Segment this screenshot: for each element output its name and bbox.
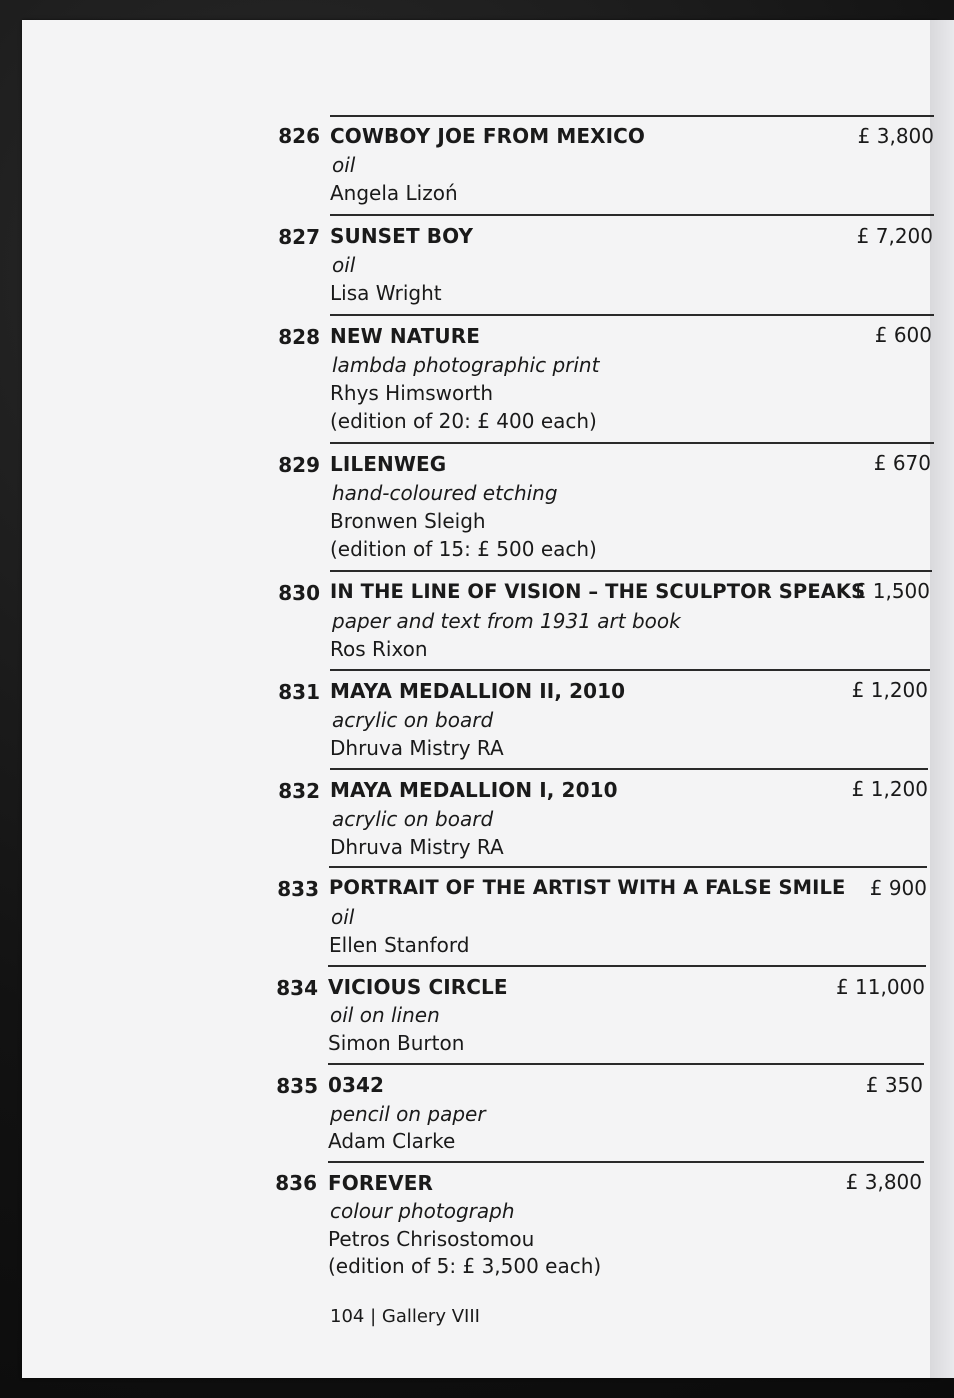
lot-number: 834 — [276, 976, 318, 1000]
edition-info: (edition of 20: £ 400 each) — [330, 409, 597, 433]
lot-number: 833 — [277, 877, 319, 901]
artwork-price: £ 1,500 — [853, 579, 930, 603]
artist-name: Dhruva Mistry RA — [330, 835, 504, 859]
artwork-price: £ 1,200 — [851, 678, 928, 702]
artwork-medium: oil — [331, 905, 355, 929]
lot-number: 831 — [278, 680, 320, 704]
lot-number: 830 — [278, 581, 320, 605]
edition-info: (edition of 5: £ 3,500 each) — [328, 1254, 602, 1278]
artist-name: Dhruva Mistry RA — [330, 736, 504, 760]
artwork-price: £ 3,800 — [857, 124, 934, 148]
entry-divider — [330, 214, 934, 216]
artist-name: Ellen Stanford — [329, 933, 470, 957]
lot-number: 832 — [278, 779, 320, 803]
artist-name: Adam Clarke — [328, 1129, 456, 1153]
artwork-medium: acrylic on board — [332, 807, 494, 831]
artwork-title: PORTRAIT OF THE ARTIST WITH A FALSE SMILE — [329, 876, 846, 899]
entry-divider — [328, 1063, 924, 1065]
entry-divider — [328, 1161, 924, 1163]
artwork-medium: oil — [332, 153, 356, 177]
artwork-medium: oil — [332, 253, 356, 277]
artist-name: Rhys Himsworth — [330, 381, 494, 405]
artwork-medium: paper and text from 1931 art book — [332, 609, 681, 633]
artwork-title: NEW NATURE — [330, 324, 481, 348]
artist-name: Angela Lizoń — [330, 181, 458, 205]
entry-divider — [330, 768, 928, 770]
artwork-price: £ 900 — [869, 876, 927, 900]
lot-number: 826 — [278, 124, 320, 148]
artwork-medium: hand-coloured etching — [332, 481, 558, 505]
artwork-title: FOREVER — [328, 1171, 433, 1195]
artwork-title: 0342 — [328, 1073, 385, 1097]
lot-number: 828 — [278, 325, 320, 349]
artwork-price: £ 600 — [874, 323, 932, 347]
entry-divider — [330, 115, 934, 117]
artwork-title: SUNSET BOY — [330, 224, 474, 248]
artwork-price: £ 670 — [873, 451, 931, 475]
artwork-price: £ 7,200 — [856, 224, 933, 248]
lot-number: 835 — [276, 1074, 318, 1098]
artwork-price: £ 1,200 — [851, 777, 928, 801]
entry-divider — [330, 314, 934, 316]
artwork-price: £ 3,800 — [845, 1170, 922, 1194]
entry-divider — [330, 570, 932, 572]
lot-number: 827 — [278, 225, 320, 249]
artist-name: Bronwen Sleigh — [330, 509, 486, 533]
artwork-title: MAYA MEDALLION II, 2010 — [330, 679, 626, 703]
lot-number: 829 — [278, 453, 320, 477]
artwork-price: £ 350 — [865, 1073, 923, 1097]
artist-name: Ros Rixon — [330, 637, 428, 661]
entry-divider — [329, 866, 927, 868]
artwork-title: MAYA MEDALLION I, 2010 — [330, 778, 618, 802]
artwork-price: £ 11,000 — [835, 975, 925, 999]
page-footer: 104 | Gallery VIII — [330, 1306, 480, 1327]
artwork-title: VICIOUS CIRCLE — [328, 975, 508, 999]
artist-name: Petros Chrisostomou — [328, 1227, 535, 1251]
artwork-medium: lambda photographic print — [332, 353, 600, 377]
artist-name: Lisa Wright — [330, 281, 442, 305]
artwork-title: COWBOY JOE FROM MEXICO — [330, 124, 646, 148]
artwork-medium: colour photograph — [330, 1199, 515, 1223]
edition-info: (edition of 15: £ 500 each) — [330, 537, 597, 561]
artwork-medium: pencil on paper — [330, 1102, 486, 1126]
lot-number: 836 — [275, 1171, 317, 1195]
artwork-title: IN THE LINE OF VISION – THE SCULPTOR SPEAKS — [330, 580, 866, 603]
entry-divider — [330, 442, 934, 444]
entry-divider — [330, 669, 930, 671]
artwork-medium: oil on linen — [330, 1003, 440, 1027]
artwork-medium: acrylic on board — [332, 708, 494, 732]
entry-divider — [328, 965, 926, 967]
artwork-title: LILENWEG — [330, 452, 447, 476]
artist-name: Simon Burton — [328, 1031, 465, 1055]
